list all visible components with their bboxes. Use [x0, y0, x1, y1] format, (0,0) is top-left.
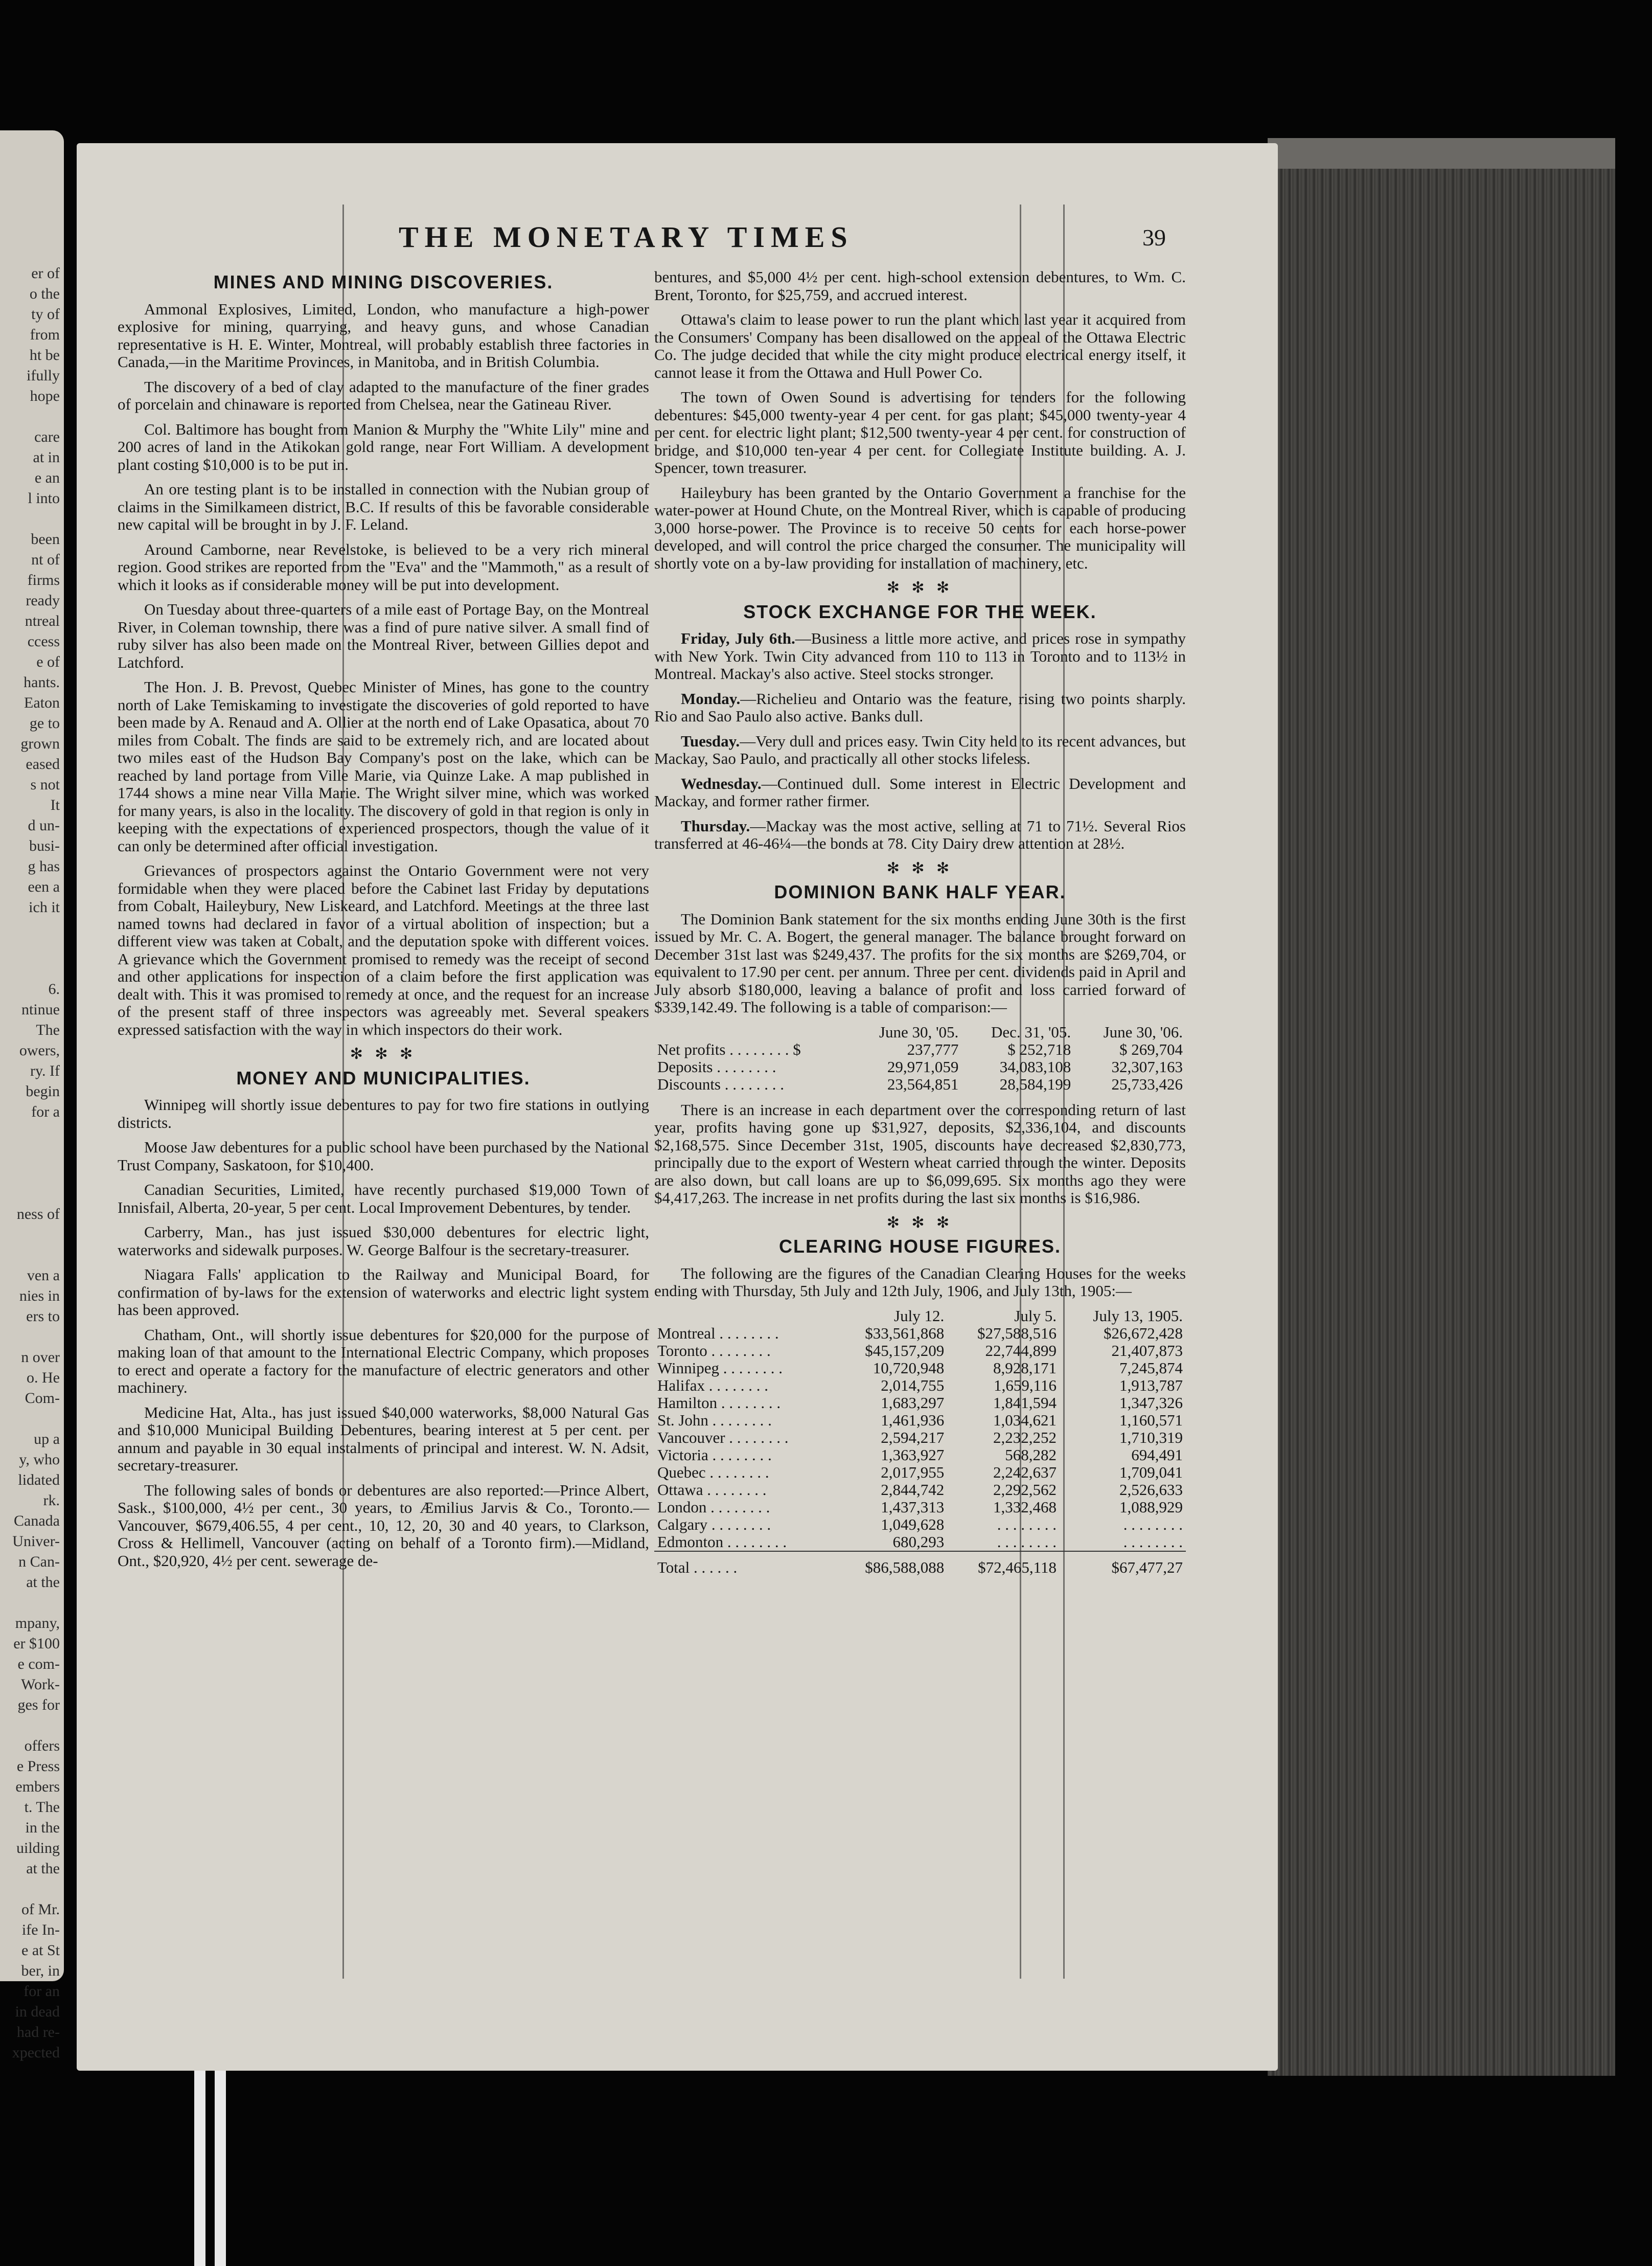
left-page-fragment — [4, 1715, 60, 1736]
column-header: July 12. — [894, 1306, 945, 1325]
row-label: Deposits . . . . . . . . — [657, 1057, 776, 1076]
table-cell: 1,461,936 — [881, 1411, 945, 1429]
money-paragraph: The following sales of bonds or debentures are also reported:—Prince Albert, Sask., $100,000, 4½ per cent., 30 years, to Æmilius Jarvis & Co., Toronto.—Vancouver, $679,406.55, 4 per cent., 10, 12, 20, 30 and 40 years, to Clarkson, Cross & Hellimell, Vancouver (acting on behalf of a Toronto firm).—Midland, Ont., $20,920, 4½ per cent. sewerage de- — [118, 1481, 649, 1570]
left-page-fragment: 6. — [48, 981, 60, 998]
mines-paragraph: Col. Baltimore has bought from Manion & Murphy the "White Lily" mine and 200 acres of land in the Atikokan gold range, near Fort William. A development plant costing $10,000 is to be put in. — [118, 420, 649, 473]
left-page-fragment: ven a — [27, 1267, 60, 1284]
left-page-fragment: Work- — [21, 1676, 60, 1693]
row-label: Edmonton . . . . . . . . — [657, 1532, 787, 1551]
row-label: Montreal . . . . . . . . — [657, 1324, 779, 1342]
stock-day-label: Wednesday. — [681, 774, 762, 792]
left-page-fragment: lidated — [18, 1471, 60, 1488]
money-paragraph: Chatham, Ont., will shortly issue debentures for $20,000 for the purpose of making loan of that amount to the International Electric Company, which proposes to erect and operate a factory for the manufacture of electric generators and other machinery. — [118, 1325, 649, 1396]
mines-heading: MINES AND MINING DISCOVERIES. — [213, 271, 554, 292]
page-number: 39 — [1142, 224, 1166, 251]
column-header: July 13, 1905. — [1093, 1306, 1183, 1325]
left-page-fragment — [4, 1122, 60, 1143]
table-cell: 23,564,851 — [887, 1075, 959, 1093]
left-page-fragment: Com- — [25, 1390, 60, 1407]
left-page-fragment — [4, 959, 60, 979]
left-page-fragment — [4, 1163, 60, 1184]
left-page-fragment: l into — [28, 490, 60, 507]
table-header-row — [654, 1307, 1186, 1325]
stock-heading: STOCK EXCHANGE FOR THE WEEK. — [743, 601, 1097, 622]
left-page-fragment: ifully — [27, 367, 60, 384]
left-page-fragment: embers — [15, 1778, 60, 1795]
row-label: Ottawa . . . . . . . . — [657, 1480, 767, 1499]
table-row — [654, 1446, 1186, 1464]
left-page-fragment — [4, 918, 60, 938]
left-page-fragment: Univer- — [12, 1533, 60, 1550]
table-cell: 1,160,571 — [1119, 1411, 1183, 1429]
left-page-text-fragments — [4, 263, 60, 2063]
left-page-fragment: offers — [24, 1737, 60, 1754]
left-page-fragment — [4, 509, 60, 529]
section-ornament: ✻ ✻ ✻ — [886, 1214, 954, 1231]
row-label: Halifax . . . . . . . . — [657, 1376, 768, 1394]
stock-day-text: —Continued dull. Some interest in Electric Development and Mackay, and former rather firmer. — [654, 774, 1186, 810]
table-cell: 2,292,562 — [993, 1480, 1057, 1499]
row-label: Net profits . . . . . . . . $ — [657, 1040, 801, 1058]
table-cell: 1,034,621 — [993, 1411, 1057, 1429]
table-row — [654, 1076, 1186, 1093]
newspaper-page — [77, 143, 1278, 2071]
table-cell: 2,526,633 — [1119, 1480, 1183, 1499]
table-row — [654, 1342, 1186, 1359]
table-cell: 2,594,217 — [881, 1428, 945, 1446]
mines-paragraph: Ammonal Explosives, Limited, London, who manufacture a high-power explosive for mining, quarrying, and heavy guns, and whose Canadian representative is H. E. Winter, Montreal, will probably establish three factories in Canada,—in the Maritime Provinces, in Manitoba, and in British Columbia. — [118, 300, 649, 371]
stock-day-text: —Mackay was the most active, selling at 71 to 71½. Several Rios transferred at 46-46¼—the bonds at 78. City Dairy drew attention at 28½. — [654, 817, 1186, 852]
table-cell: 1,841,594 — [993, 1393, 1057, 1412]
table-cell: 2,017,955 — [881, 1463, 945, 1481]
left-page-fragment: nt of — [31, 551, 60, 568]
left-page-fragment: nies in — [19, 1287, 60, 1304]
table-row — [654, 1058, 1186, 1076]
column-header — [654, 1024, 850, 1041]
clearing-intro: The following are the figures of the Canadian Clearing Houses for the weeks ending with Thursday, 5th July and 12th July, 1906, and July 13th, 1905:— — [654, 1264, 1186, 1300]
stock-day-paragraph — [654, 630, 1186, 683]
money-paragraph: Moose Jaw debentures for a public school have been purchased by the National Trust Company, Saskatoon, for $10,400. — [118, 1138, 649, 1174]
column-header: Dec. 31, '05. — [991, 1023, 1071, 1041]
dominion-comparison-table — [654, 1024, 1186, 1093]
left-page-fragment: busi- — [29, 837, 60, 854]
left-page-fragment: t. The — [24, 1799, 60, 1816]
table-cell: $33,561,868 — [865, 1324, 945, 1342]
table-cell: . . . . . . . . — [997, 1532, 1057, 1551]
stock-day-label: Tuesday. — [681, 732, 740, 750]
left-page-fragment: ich it — [29, 899, 60, 916]
left-page-fragment — [4, 1593, 60, 1613]
left-page-fragment: rk. — [43, 1492, 60, 1509]
table-cell: 1,437,313 — [881, 1498, 945, 1516]
dominion-intro: The Dominion Bank statement for the six months ending June 30th is the first issued by Mr. C. A. Bogert, the general manager. The balance brought forward on December 31st last was $249,437. The profits for the six months are $269,704, or equivalent to 17.90 per cent. per annum. Three per cent. dividends paid in April and July absorb $180,000, leaving a balance of profit and loss carried forward of $339,142.49. The following is a table of comparison:— — [654, 910, 1186, 1016]
left-page-fragment: owers, — [19, 1042, 60, 1059]
table-cell: 1,347,326 — [1119, 1393, 1183, 1412]
row-label: Quebec . . . . . . . . — [657, 1463, 769, 1481]
left-page-fragment: n Can- — [18, 1553, 60, 1570]
mines-paragraph: An ore testing plant is to be installed in connection with the Nubian group of claims in the Similkameen district, B.C. If results of this be favorable considerable new capital will be brought in by J. F. Leland. — [118, 480, 649, 533]
row-label: Toronto . . . . . . . . — [657, 1341, 771, 1359]
left-page-fragment: of Mr. — [21, 1901, 60, 1918]
table-cell: 1,088,929 — [1119, 1498, 1183, 1516]
left-page-fragment — [4, 1245, 60, 1265]
table-cell: 7,245,874 — [1119, 1358, 1183, 1377]
left-page-fragment — [4, 1143, 60, 1163]
row-label: Hamilton . . . . . . . . — [657, 1393, 781, 1412]
table-cell: 21,407,873 — [1111, 1341, 1183, 1359]
table-cell: 10,720,948 — [873, 1358, 945, 1377]
table-cell: $26,672,428 — [1104, 1324, 1183, 1342]
left-page-fragment: eased — [26, 756, 60, 773]
left-page-fragment: ge to — [29, 715, 60, 732]
table-cell: 2,014,755 — [881, 1376, 945, 1394]
left-page-fragment: e an — [34, 469, 60, 486]
money-heading: MONEY AND MUNICIPALITIES. — [236, 1067, 531, 1089]
money-article — [118, 1096, 649, 1570]
table-cell: $ 252,718 — [1007, 1040, 1071, 1058]
left-page-fragment: been — [31, 531, 60, 548]
table-cell: 1,332,468 — [993, 1498, 1057, 1516]
clearing-house-table — [654, 1307, 1186, 1576]
left-page-fragment: for a — [31, 1103, 60, 1120]
table-row — [654, 1359, 1186, 1377]
table-cell: 2,242,637 — [993, 1463, 1057, 1481]
left-page-fragment: begin — [26, 1083, 60, 1100]
left-page-fragment: y, who — [19, 1451, 60, 1468]
stock-article — [654, 630, 1186, 853]
table-cell: 25,733,426 — [1111, 1075, 1183, 1093]
left-page-fragment: up a — [34, 1431, 60, 1447]
table-cell: 694,491 — [1131, 1445, 1183, 1464]
table-cell: 1,913,787 — [1119, 1376, 1183, 1394]
table-cell: 2,844,742 — [881, 1480, 945, 1499]
stock-day-label: Friday, July 6th. — [681, 629, 795, 647]
stock-day-text: —Business a little more active, and prices rose in sympathy with New York. Twin City advanced from 110 to 113 in Toronto and to 113½ in Montreal. Mackay's also active. Steel stocks stronger. — [654, 629, 1186, 683]
left-page-fragment: ness of — [16, 1206, 60, 1222]
left-page-fragment: ready — [26, 592, 60, 609]
left-page-fragment: at in — [33, 449, 60, 466]
table-cell: 237,777 — [907, 1040, 959, 1058]
column-header: June 30, '05. — [879, 1023, 959, 1041]
left-page-fragment — [4, 1184, 60, 1204]
left-page-fragment: from — [30, 326, 60, 343]
left-page-fragment: e Press — [16, 1758, 60, 1775]
left-page-fragment: in dead — [15, 2003, 60, 2020]
stock-day-paragraph — [654, 690, 1186, 726]
table-cell: 1,709,041 — [1119, 1463, 1183, 1481]
row-label: London . . . . . . . . — [657, 1498, 770, 1516]
stock-day-paragraph — [654, 818, 1186, 853]
left-page-fragment: had re- — [16, 2024, 60, 2041]
left-page-fragment: s not — [30, 776, 60, 793]
left-page-fragment: mpany, — [15, 1615, 60, 1631]
left-page-fragment: hants. — [24, 674, 60, 691]
table-cell: $45,157,209 — [865, 1341, 945, 1359]
left-page-fragment: at the — [26, 1860, 60, 1877]
table-cell: . . . . . . . . — [997, 1515, 1057, 1533]
table-header-row — [654, 1024, 1186, 1041]
continued-paragraph: The town of Owen Sound is advertising for tenders for the following debentures: $45,000 twenty-year 4 per cent. for gas plant; $45,000 twenty-year 4 per cent. for electric light plant; $12,500 twenty-year 4 per cent. for construction of bridge, and $10,000 ten-year 4 per cent. for Collegiate Institute building. A. J. Spencer, town treasurer. — [654, 388, 1186, 477]
row-label: Winnipeg . . . . . . . . — [657, 1358, 783, 1377]
column-header: June 30, '06. — [1103, 1023, 1183, 1041]
left-page-fragment: e of — [36, 653, 60, 670]
stock-day-text: —Richelieu and Ontario was the feature, rising two points sharply. Rio and Sao Paulo also active. Banks dull. — [654, 689, 1186, 725]
table-cell: . . . . . . . . — [1123, 1532, 1183, 1551]
left-page-fragment: g has — [28, 858, 60, 875]
mines-paragraph: The Hon. J. B. Prevost, Quebec Minister of Mines, has gone to the country north of Lake Temiskaming to investigate the discoveries of gold reported to have been made by A. Renaud and A. Ollier at the north end of Lake Opasatica, about 70 miles from Cobalt. The finds are said to be extremely rich, and are located about two miles east of the Hudson Bay Company's post on the lake, which can be reached by land portage from Ville Marie, via Quinze Lake. A map published in 1744 shows a mine near Villa Marie. The Wright silver mine, which was worked for many years, is also in the locality. The discovery of gold in that region is only in keeping with the expectations of experienced prospectors, though the value of it can only be determined after official investigation. — [118, 678, 650, 855]
left-page-fragment: er of — [31, 265, 60, 282]
table-cell: 2,232,252 — [993, 1428, 1057, 1446]
left-page-fragment: for an — [24, 1983, 60, 2000]
row-label: Victoria . . . . . . . . — [657, 1445, 772, 1464]
table-row — [654, 1325, 1186, 1342]
money-paragraph: Carberry, Man., has just issued $30,000 debentures for electric light, waterworks and sidewalk purposes. W. George Balfour is the secretary-treasurer. — [118, 1223, 649, 1259]
left-facing-page — [0, 130, 64, 2061]
section-ornament: ✻ ✻ ✻ — [350, 1046, 417, 1062]
table-cell: 1,710,319 — [1119, 1428, 1183, 1446]
table-cell: $27,588,516 — [977, 1324, 1057, 1342]
running-title: THE MONETARY TIMES — [399, 220, 854, 254]
table-row — [654, 1394, 1186, 1412]
continued-paragraph: Ottawa's claim to lease power to run the plant which last year it acquired from the Consumers' Company has been disallowed on the appeal of the Ottawa Electric Co. The judge decided that while the city might produce electrical energy itself, it cannot lease it from the Ottawa and Hull Power Co. — [654, 310, 1186, 381]
stock-day-paragraph — [654, 733, 1186, 768]
left-page-fragment: ntreal — [25, 613, 60, 629]
left-page-fragment — [4, 406, 60, 427]
table-cell: 568,282 — [1005, 1445, 1057, 1464]
left-page-fragment: hope — [30, 388, 60, 404]
left-page-fragment: ty of — [31, 306, 60, 323]
mines-paragraph: On Tuesday about three-quarters of a mile east of Portage Bay, on the Montreal River, in Coleman township, there was a find of pure native silver. A small find of ruby silver has also been made on the Montreal River, between Gillies depot and Latchford. — [118, 600, 649, 671]
left-page-fragment: uilding — [16, 1840, 60, 1856]
table-cell: 28,584,199 — [999, 1075, 1071, 1093]
table-cell: 680,293 — [892, 1532, 945, 1551]
left-page-fragment: xpected — [12, 2044, 60, 2061]
table-row — [654, 1481, 1186, 1499]
left-page-fragment: ccess — [27, 633, 60, 650]
left-page-fragment: e com- — [17, 1656, 60, 1672]
table-cell: $67,477,27 — [1060, 1551, 1186, 1576]
row-label: Total . . . . . . — [654, 1551, 835, 1576]
left-page-fragment: ber, in — [21, 1962, 60, 1979]
left-page-fragment: ers to — [26, 1308, 60, 1325]
table-row — [654, 1516, 1186, 1533]
row-label: Discounts . . . . . . . . — [657, 1075, 784, 1093]
table-row — [654, 1464, 1186, 1481]
left-page-fragment — [4, 1327, 60, 1347]
left-page-fragment: o the — [29, 285, 60, 302]
left-page-fragment: e at St — [21, 1942, 60, 1959]
table-cell: 1,659,116 — [994, 1376, 1057, 1394]
left-page-fragment: Eaton — [24, 694, 60, 711]
left-page-fragment: d un- — [28, 817, 60, 834]
left-page-fragment: n over — [21, 1349, 60, 1366]
money-paragraph: Niagara Falls' application to the Railway and Municipal Board, for confirmation of by-laws for the extension of waterworks and electric light system has been approved. — [118, 1265, 649, 1319]
left-page-fragment: The — [36, 1022, 60, 1038]
continued-paragraph: bentures, and $5,000 4½ per cent. high-school extension debentures, to Wm. C. Brent, Toronto, for $25,759, and accrued interest. — [654, 268, 1186, 304]
table-cell: 1,363,927 — [881, 1445, 945, 1464]
left-page-fragment: ry. If — [30, 1062, 60, 1079]
left-page-fragment — [4, 938, 60, 959]
continued-paragraph: Haileybury has been granted by the Ontario Government a franchise for the water-power at Hound Chute, on the Montreal River, which is capable of producing 3,000 horse-power. The Province is to receive 50 cents for each horse-power developed, and will control the price charged the consumer. The municipality will shortly vote on a by-law providing for installation of machinery, etc. — [654, 483, 1186, 572]
table-cell: 34,083,108 — [999, 1057, 1071, 1076]
section-ornament: ✻ ✻ ✻ — [886, 579, 954, 596]
table-row — [654, 1533, 1186, 1551]
book-page-edges — [1268, 138, 1615, 2076]
table-row — [654, 1429, 1186, 1446]
left-page-fragment: in the — [25, 1819, 60, 1836]
mines-article — [118, 301, 649, 1039]
left-page-fragment: at the — [26, 1574, 60, 1591]
mines-paragraph: Around Camborne, near Revelstoke, is believed to be a very rich mineral region. Good strikes are reported from the "Eva" and the "Mammoth," as a result of which it looks as if considerable money will be put into development. — [118, 540, 649, 594]
table-row — [654, 1377, 1186, 1394]
table-cell: 8,928,171 — [993, 1358, 1057, 1377]
left-page-fragment: o. He — [27, 1369, 60, 1386]
dominion-heading: DOMINION BANK HALF YEAR. — [774, 881, 1066, 902]
table-cell: $86,588,088 — [835, 1551, 947, 1576]
left-page-fragment: firms — [27, 572, 60, 588]
left-page-fragment: een a — [28, 878, 60, 895]
left-page-fragment: ht be — [29, 347, 60, 364]
left-page-fragment: Canada — [14, 1512, 60, 1529]
table-row — [654, 1499, 1186, 1516]
stock-day-label: Thursday. — [681, 817, 750, 835]
left-page-fragment — [4, 1409, 60, 1429]
mines-paragraph: The discovery of a bed of clay adapted to the manufacture of the finer grades of porcelain and chinaware is reported from Chelsea, near the Gatineau River. — [118, 377, 649, 413]
stock-day-label: Monday. — [681, 689, 741, 708]
column-header: July 5. — [1014, 1306, 1057, 1325]
mines-paragraph: Grievances of prospectors against the Ontario Government were not very formidable when they were placed before the Cabinet last Friday by deputations from Cobalt, Haileybury, New Liskeard, and Latchford. Meetings at the three last named towns had declared in favor of a virtual abolition of inspection; but a different view was taken at Cobalt, and the deputation spoke with different voices. A grievance which the Government promised to remedy was the receipt of second and other applications for inspection of a claim before the first application was dealt with. This it was promised to remedy at once, and the request for an increase of the present staff of three inspectors was agreeably met. Several speakers expressed satisfaction with the way in which inspectors do their work. — [118, 862, 649, 1038]
money-paragraph: Medicine Hat, Alta., has just issued $40,000 waterworks, $8,000 Natural Gas and $10,000 Municipal Building Debentures, bearing interest at 5 per cent. per annum and payable in 30 equal instalments of principal and interest. W. N. Adsit, secretary-treasurer. — [118, 1403, 649, 1474]
money-paragraph: Canadian Securities, Limited, have recently purchased $19,000 Town of Innisfail, Alberta, 20-year, 5 per cent. Local Improvement Debentures, by tender. — [118, 1181, 649, 1216]
row-label: St. John . . . . . . . . — [657, 1411, 772, 1429]
dominion-outro: There is an increase in each department over the corresponding return of last year, profits having gone up $31,927, deposits, $2,336,104, and discounts $2,168,575. Since December 31st, 1905, discounts have decreased $2,830,773, principally due to the export of Western wheat carried through the winter. Deposits are also down, but call loans are up to $6,099,695. Six months ago they were $4,417,263. The increase in net profits during the last six months is $16,986. — [654, 1100, 1186, 1207]
section-ornament: ✻ ✻ ✻ — [886, 859, 954, 877]
table-cell: . . . . . . . . — [1123, 1515, 1183, 1533]
left-page-fragment — [4, 1879, 60, 1899]
left-page-fragment: ife In- — [21, 1921, 60, 1938]
table-row — [654, 1412, 1186, 1429]
money-paragraph: Winnipeg will shortly issue debentures to pay for two fire stations in outlying districts. — [118, 1096, 649, 1131]
table-cell: 1,683,297 — [881, 1393, 945, 1412]
left-page-fragment: er $100 — [13, 1635, 60, 1652]
clearing-heading: CLEARING HOUSE FIGURES. — [778, 1236, 1062, 1257]
left-column — [118, 268, 649, 1577]
column-header — [654, 1307, 835, 1325]
left-page-fragment: ntinue — [21, 1001, 60, 1018]
stock-day-text: —Very dull and prices easy. Twin City held to its recent advances, but Mackay, Sao Paulo, and practically all other stocks lifeless. — [654, 732, 1186, 767]
book-page-edges-top — [1268, 138, 1615, 169]
left-page-fragment: care — [34, 428, 60, 445]
table-cell: 1,049,628 — [881, 1515, 945, 1533]
stock-day-paragraph — [654, 775, 1186, 810]
left-page-fragment: It — [50, 797, 60, 813]
row-label: Calgary . . . . . . . . — [657, 1515, 771, 1533]
table-cell: $72,465,118 — [947, 1551, 1060, 1576]
continued-article — [654, 268, 1186, 572]
table-row — [654, 1551, 1186, 1576]
row-label: Vancouver . . . . . . . . — [657, 1428, 789, 1446]
left-page-fragment: ges for — [17, 1696, 60, 1713]
left-page-fragment: grown — [20, 735, 60, 752]
table-cell: 32,307,163 — [1111, 1057, 1183, 1076]
right-column — [654, 268, 1186, 1584]
table-cell: $ 269,704 — [1119, 1040, 1183, 1058]
table-row — [654, 1041, 1186, 1058]
table-cell: 22,744,899 — [985, 1341, 1057, 1359]
table-cell: 29,971,059 — [887, 1057, 959, 1076]
left-page-fragment — [4, 1225, 60, 1245]
